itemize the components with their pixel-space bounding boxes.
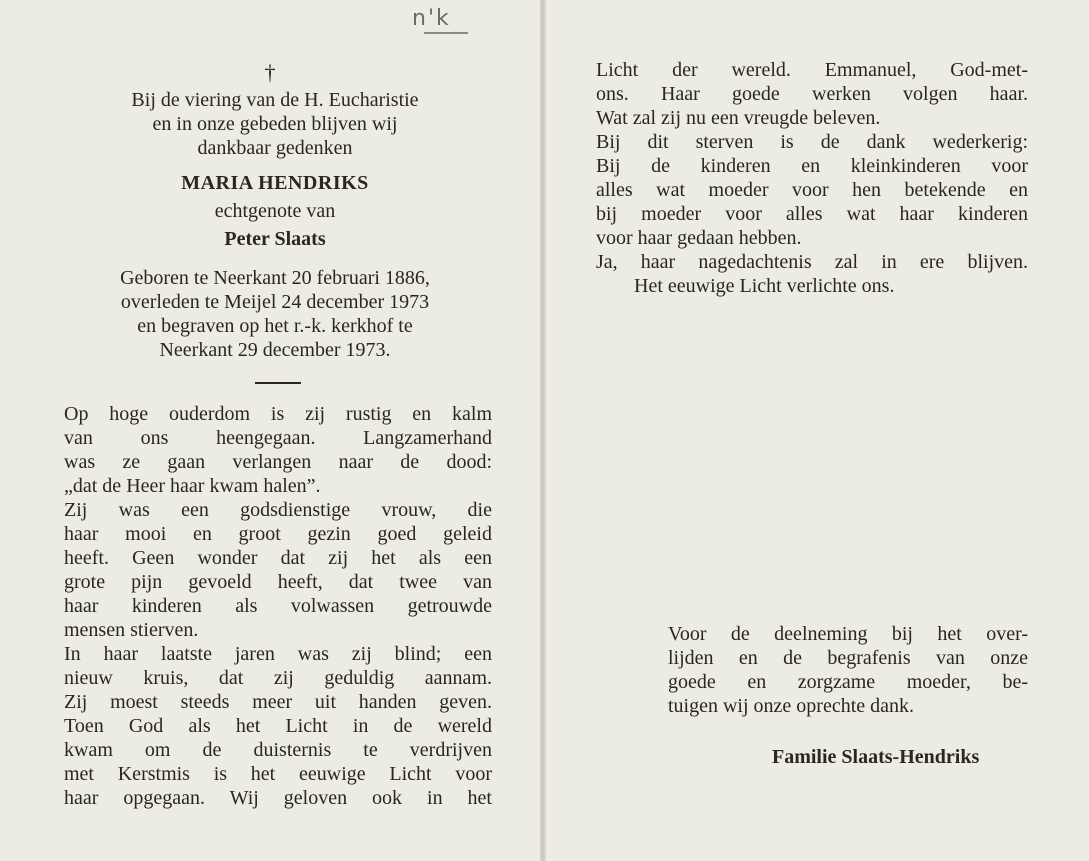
text-line: tuigen wij onze oprechte dank. [668, 695, 915, 717]
text-line: heeft. Geen wonder dat zij het als een [64, 547, 492, 569]
left-panel [0, 0, 540, 861]
intro-line: dankbaar gedenken [197, 137, 353, 159]
spouse-name: Peter Slaats [224, 228, 326, 250]
dates-line: en begraven op het r.-k. kerkhof te [137, 315, 413, 337]
divider [255, 382, 301, 384]
dates-line: Geboren te Neerkant 20 februari 1886, [120, 267, 430, 289]
text-line: „dat de Heer haar kwam halen”. [64, 475, 321, 497]
deceased-name: MARIA HENDRIKS [181, 172, 369, 194]
text-line: In haar laatste jaren was zij blind; een [64, 643, 492, 665]
text-line: bij moeder voor alles wat haar kinderen [596, 203, 1028, 225]
text-line: haar mooi en groot gezin goed geleid [64, 523, 492, 545]
text-line: Ja, haar nagedachtenis zal in ere blijven. [596, 251, 1028, 273]
intro-text [60, 88, 490, 160]
text-line: Toen God als het Licht in de wereld [64, 715, 492, 737]
text-line: Zij moest steeds meer uit handen geven. [64, 691, 492, 713]
life-dates [60, 266, 490, 362]
intro-line: Bij de viering van de H. Eucharistie [131, 89, 419, 111]
text-line: Voor de deelneming bij het over- [668, 623, 1028, 645]
text-line: Bij dit sterven is de dank wederkerig: [596, 131, 1028, 153]
text-line: Bij de kinderen en kleinkinderen voor [596, 155, 1028, 177]
spouse-intro: echtgenote van [214, 200, 336, 222]
text-line: alles wat moeder voor hen betekende en [596, 179, 1028, 201]
dates-line: overleden te Meijel 24 december 1973 [120, 291, 430, 313]
text-line: voor haar gedaan hebben. [596, 227, 802, 249]
text-line: haar opgegaan. Wij geloven ook in het [64, 787, 492, 809]
dates-line: Neerkant 29 december 1973. [159, 339, 391, 361]
text-line: ons. Haar goede werken volgen haar. [596, 83, 1028, 105]
text-line: goede en zorgzame moeder, be- [668, 671, 1028, 693]
text-line: haar kinderen als volwassen getrouwde [64, 595, 492, 617]
text-line: nieuw kruis, dat zij geduldig aannam. [64, 667, 492, 689]
right-body-text [596, 58, 1028, 298]
family-signature: Familie Slaats-Hendriks [772, 746, 980, 768]
right-panel [546, 0, 1089, 861]
text-line: met Kerstmis is het eeuwige Licht voor [64, 763, 492, 785]
text-line: Licht der wereld. Emmanuel, God-met- [596, 59, 1028, 81]
cross-icon: † [264, 60, 276, 85]
text-line: Op hoge ouderdom is zij rustig en kalm [64, 403, 492, 425]
intro-line: en in onze gebeden blijven wij [152, 113, 398, 135]
text-line: kwam om de duisternis te verdrijven [64, 739, 492, 761]
text-line: Het eeuwige Licht verlichte ons. [634, 275, 895, 297]
text-line: Zij was een godsdienstige vrouw, die [64, 499, 492, 521]
text-line: mensen stierven. [64, 619, 199, 641]
text-line: grote pijn gevoeld heeft, dat twee van [64, 571, 492, 593]
pencil-annotation: n'k [412, 6, 451, 31]
text-line: was ze gaan verlangen naar de dood: [64, 451, 492, 473]
text-line: Wat zal zij nu een vreugde beleven. [596, 107, 881, 129]
left-body-text [64, 402, 492, 810]
text-line: lijden en de begrafenis van onze [668, 647, 1028, 669]
text-line: van ons heengegaan. Langzamerhand [64, 427, 492, 449]
thanks-text [668, 622, 1028, 718]
